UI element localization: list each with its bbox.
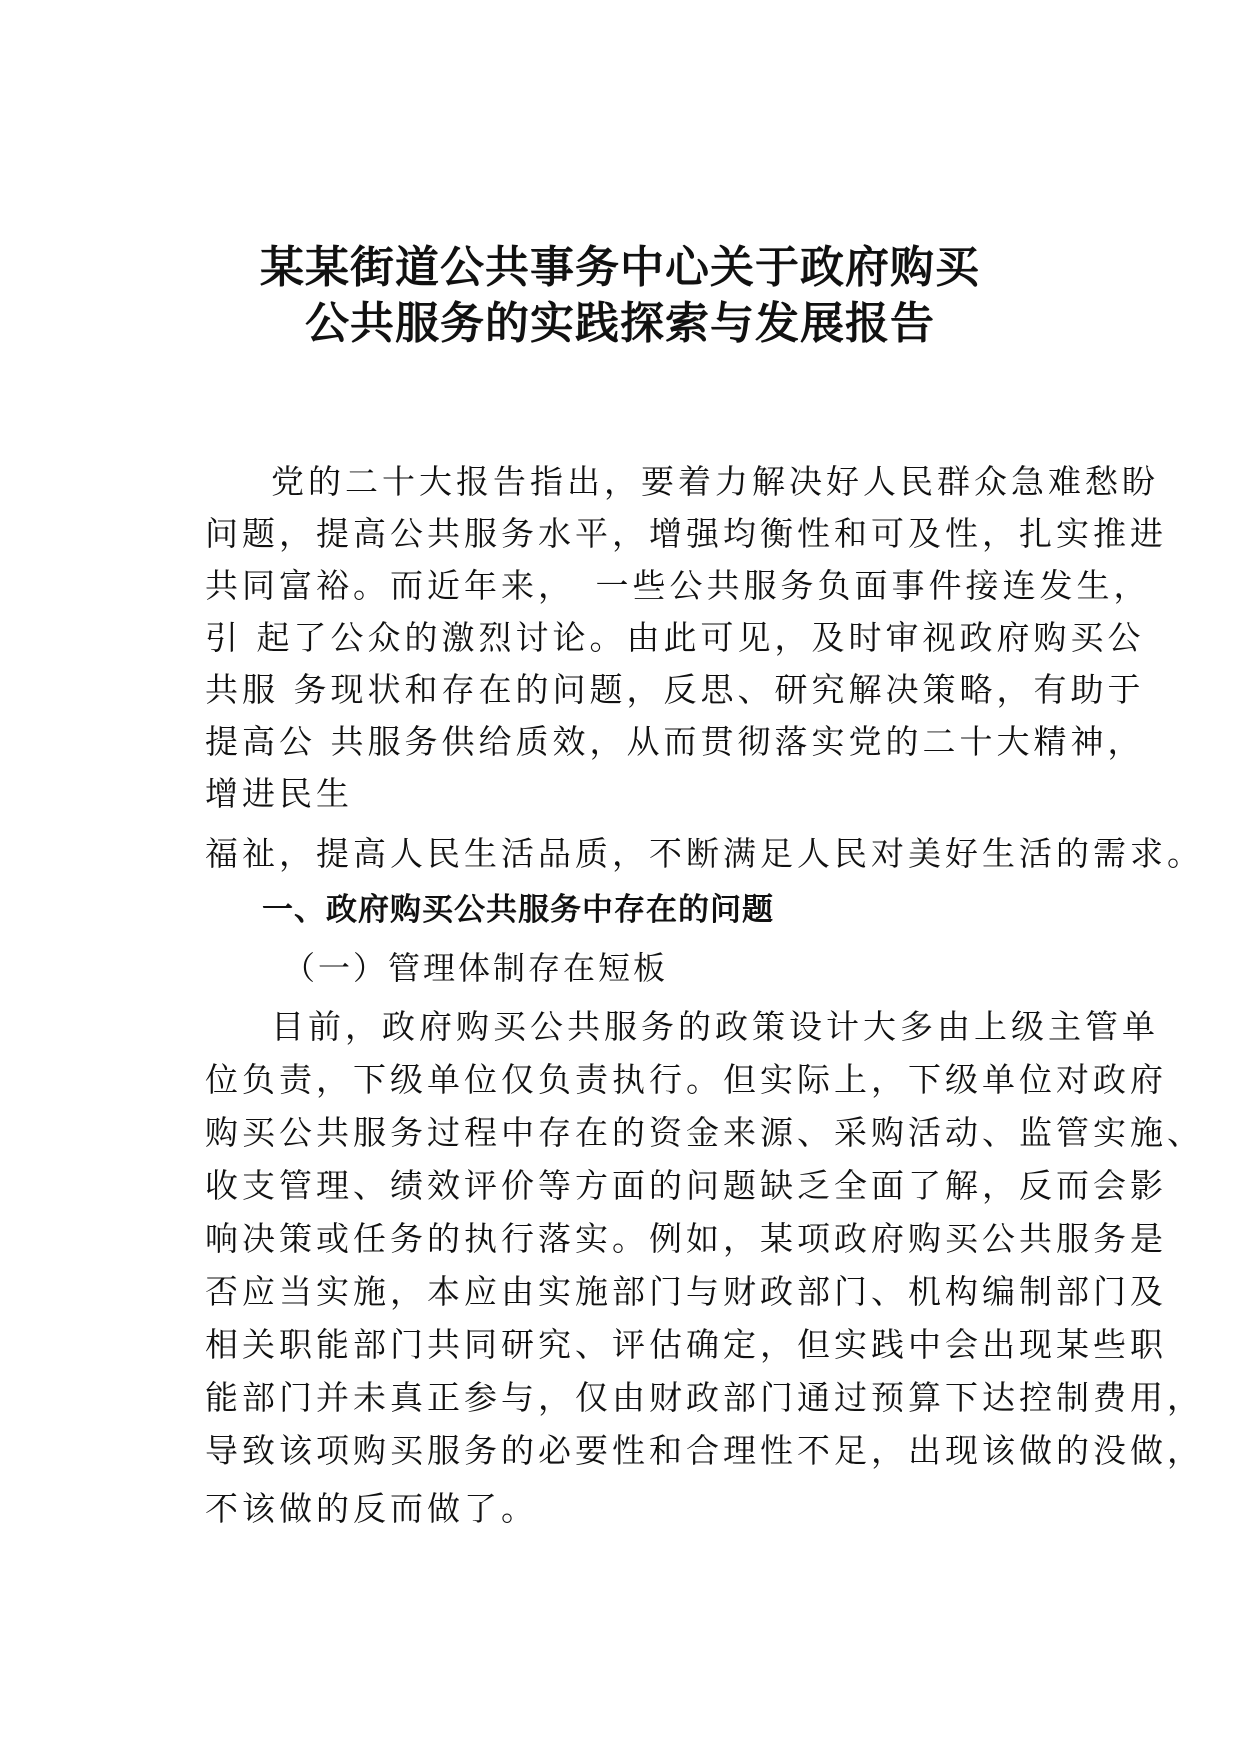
intro-paragraph-line: 问题，提高公共服务水平，增强均衡性和可及性，扎实推进 [205,514,1167,553]
subsection-heading: （一）管理体制存在短板 [283,949,669,987]
intro-paragraph-line: 增进民生 [205,774,353,813]
body-paragraph-line: 导致该项购买服务的必要性和合理性不足，出现该做的没做， [205,1431,1204,1470]
body-paragraph-line: 相关职能部门共同研究、评估确定，但实践中会出现某些职 [205,1325,1167,1364]
body-paragraph-line: 购买公共服务过程中存在的资金来源、采购活动、监管实施、 [205,1113,1204,1152]
section-heading: 一、政府购买公共服务中存在的问题 [262,892,774,928]
document-title-line-1: 某某街道公共事务中心关于政府购买 [260,242,980,293]
intro-paragraph-line: 引 起了公众的激烈讨论。由此可见，及时审视政府购买公 [205,618,1145,657]
intro-paragraph-line: 共同富裕。而近年来， 一些公共服务负面事件接连发生， [205,566,1151,605]
body-paragraph-line: 响决策或任务的执行落实。例如，某项政府购买公共服务是 [205,1219,1167,1258]
body-paragraph-line: 能部门并未真正参与，仅由财政部门通过预算下达控制费用， [205,1378,1204,1417]
body-paragraph-line: 不该做的反而做了。 [205,1489,538,1528]
intro-paragraph-line: 共服 务现状和存在的问题，反思、研究解决策略，有助于 [205,670,1145,709]
body-paragraph-line: 否应当实施，本应由实施部门与财政部门、机构编制部门及 [205,1272,1167,1311]
body-paragraph-line: 位负责，下级单位仅负责执行。但实际上，下级单位对政府 [205,1060,1167,1099]
body-paragraph-line: 收支管理、绩效评价等方面的问题缺乏全面了解，反而会影 [205,1166,1167,1205]
intro-paragraph-line: 提高公 共服务供给质效，从而贯彻落实党的二十大精神， [205,722,1145,761]
body-paragraph-line: 目前，政府购买公共服务的政策设计大多由上级主管单 [271,1007,1159,1046]
intro-paragraph-line: 党的二十大报告指出，要着力解决好人民群众急难愁盼 [271,462,1159,501]
document-title-line-2: 公共服务的实践探索与发展报告 [305,298,935,349]
intro-paragraph-line: 福祉，提高人民生活品质，不断满足人民对美好生活的需求。 [205,834,1204,873]
